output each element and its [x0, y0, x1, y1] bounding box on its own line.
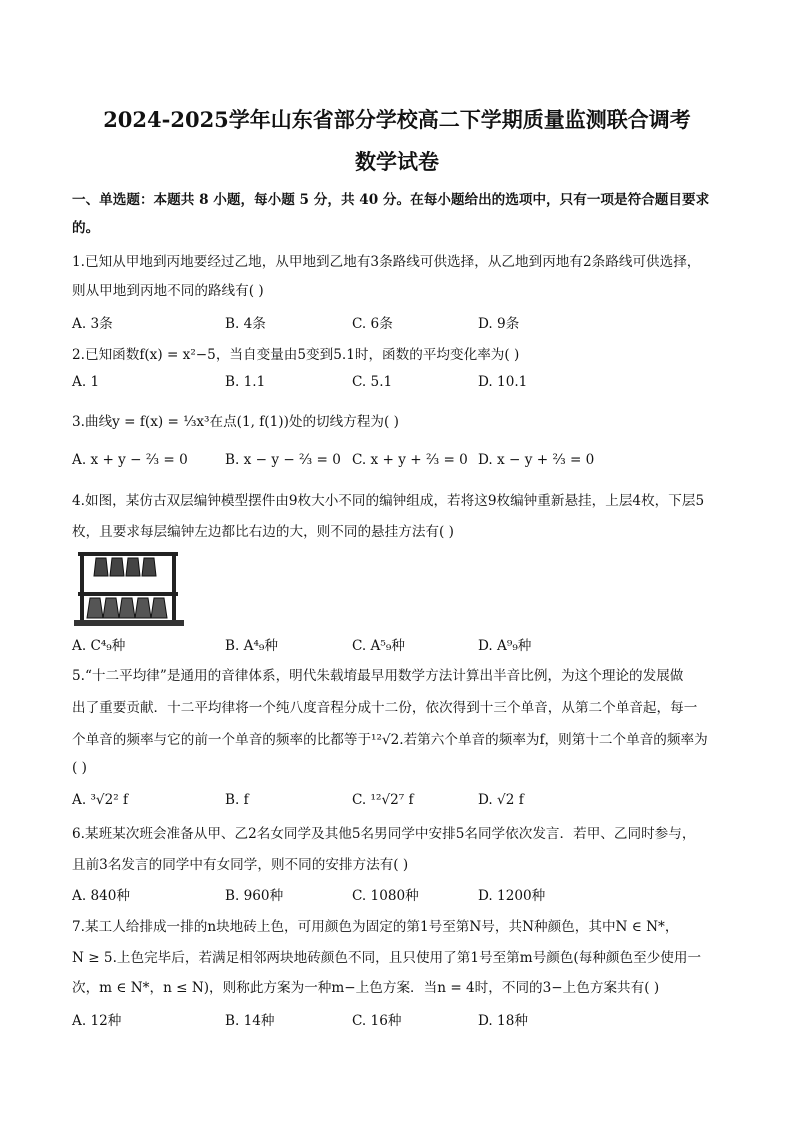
section-instructions-line-1: 一、单选题：本题共 8 小题，每小题 5 分，共 40 分。在每小题给出的选项中，只有一项是符合题目要求 — [72, 192, 710, 208]
question-3-option-b: B. x − y − ⅔ = 0 — [225, 452, 341, 468]
question-7-line-1: 7.某工人给排成一排的n块地砖上色，可用颜色为固定的第1号至第N号，共N种颜色，其中N ∈ N*， — [72, 919, 679, 935]
question-6-option-b: B. 960种 — [225, 888, 284, 904]
question-3-option-c: C. x + y + ⅔ = 0 — [352, 452, 468, 468]
question-1-option-a: A. 3条 — [72, 316, 113, 332]
question-5-line-4: ( ) — [72, 760, 87, 776]
question-6-option-a: A. 840种 — [72, 888, 130, 904]
question-2-option-b: B. 1.1 — [225, 374, 266, 390]
question-5-option-a: A. ³√2² f — [72, 792, 129, 808]
question-6-line-2: 且前3名发言的同学中有女同学，则不同的安排方法有( ) — [72, 857, 409, 873]
question-4-line-1: 4.如图，某仿古双层编钟模型摆件由9枚大小不同的编钟组成，若将这9枚编钟重新悬挂，上层4枚，下层5 — [72, 493, 705, 509]
question-2-option-a: A. 1 — [72, 374, 100, 390]
question-7-option-a: A. 12种 — [72, 1013, 122, 1029]
exam-subtitle: 数学试卷 — [355, 149, 439, 174]
question-3-line-1: 3.曲线y = f(x) = ⅓x³在点(1, f(1))处的切线方程为( ) — [72, 414, 399, 430]
bianzhong-figure — [72, 548, 186, 628]
question-7-option-b: B. 14种 — [225, 1013, 275, 1029]
exam-title: 2024-2025学年山东省部分学校高二下学期质量监测联合调考 — [103, 107, 691, 132]
question-5-option-c: C. ¹²√2⁷ f — [352, 792, 414, 808]
question-7-line-3: 次，m ∈ N*，n ≤ N)，则称此方案为一种m−上色方案．当n = 4时，不同的3−上色方案共有( ) — [72, 980, 660, 996]
question-1-option-c: C. 6条 — [352, 316, 393, 332]
question-3-option-d: D. x − y + ⅔ = 0 — [478, 452, 595, 468]
question-4-option-b: B. A⁴₉种 — [225, 638, 278, 654]
question-5-option-b: B. f — [225, 792, 249, 808]
question-1-line-1: 1.已知从甲地到丙地要经过乙地，从甲地到乙地有3条路线可供选择，从乙地到丙地有2条路线可供选择， — [72, 254, 701, 270]
question-6-option-c: C. 1080种 — [352, 888, 419, 904]
question-7-option-c: C. 16种 — [352, 1013, 402, 1029]
question-4-option-d: D. A⁹₉种 — [478, 638, 532, 654]
question-3-option-a: A. x + y − ⅔ = 0 — [72, 452, 188, 468]
question-5-option-d: D. √2 f — [478, 792, 524, 808]
question-4-line-2: 枚，且要求每层编钟左边都比右边的大，则不同的悬挂方法有( ) — [72, 524, 454, 540]
section-instructions-line-2: 的。 — [72, 220, 100, 236]
question-6-line-1: 6.某班某次班会准备从甲、乙2名女同学及其他5名男同学中安排5名同学依次发言．若甲、乙同时参与， — [72, 826, 696, 842]
question-4-option-a: A. C⁴₉种 — [72, 638, 126, 654]
question-2-option-c: C. 5.1 — [352, 374, 393, 390]
question-7-option-d: D. 18种 — [478, 1013, 528, 1029]
question-1-option-b: B. 4条 — [225, 316, 266, 332]
question-7-line-2: N ≥ 5.上色完毕后，若满足相邻两块地砖颜色不同，且只使用了第1号至第m号颜色(每种颜色至少使用一 — [72, 950, 702, 966]
question-2-line-1: 2.已知函数f(x) = x²−5，当自变量由5变到5.1时，函数的平均变化率为( ) — [72, 347, 520, 363]
question-5-line-1: 5.“十二平均律”是通用的音律体系，明代朱载堉最早用数学方法计算出半音比例，为这个理论的发展做 — [72, 668, 684, 684]
question-2-option-d: D. 10.1 — [478, 374, 528, 390]
question-5-line-2: 出了重要贡献．十二平均律将一个纯八度音程分成十二份，依次得到十三个单音，从第二个单音起，每一 — [72, 700, 698, 716]
question-5-line-3: 个单音的频率与它的前一个单音的频率的比都等于¹²√2.若第六个单音的频率为f，则第十二个单音的频率为 — [72, 732, 708, 748]
question-1-line-2: 则从甲地到丙地不同的路线有( ) — [72, 283, 264, 299]
question-4-option-c: C. A⁵₉种 — [352, 638, 405, 654]
question-6-option-d: D. 1200种 — [478, 888, 546, 904]
question-1-option-d: D. 9条 — [478, 316, 520, 332]
